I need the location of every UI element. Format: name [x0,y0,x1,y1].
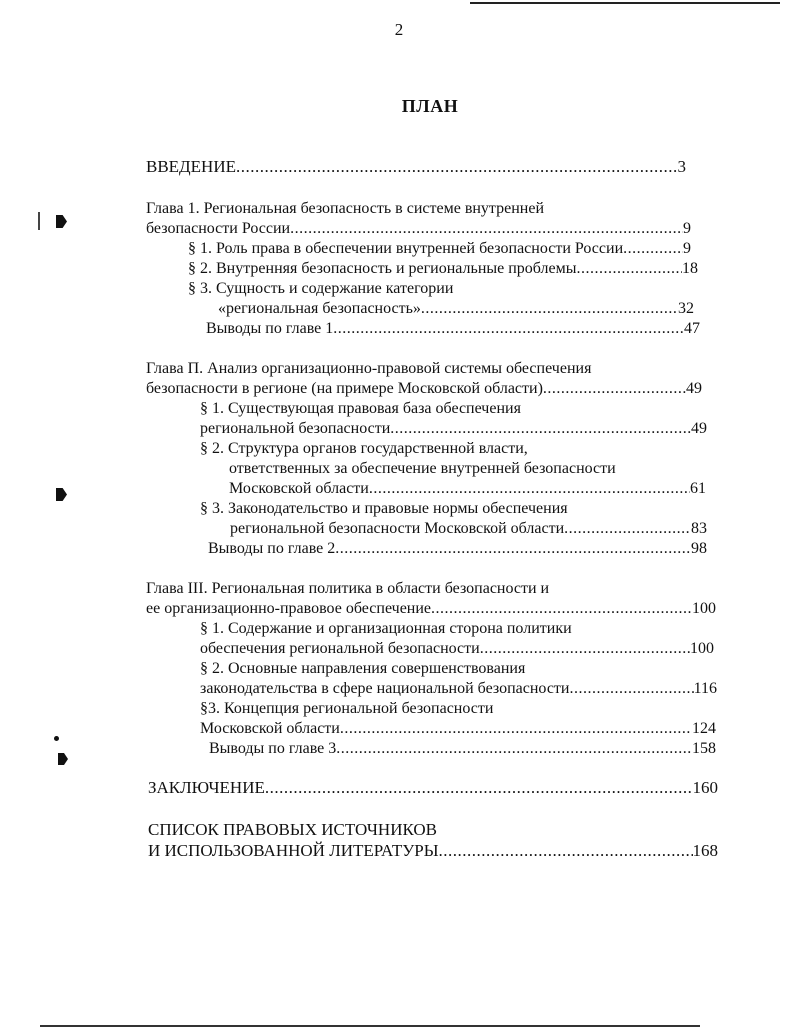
toc-entry-ch3-conclusion[interactable]: Выводы по главе 3 ..... 158 [209,739,716,759]
toc-entry-ch2-s3[interactable]: региональной безопасности Московской области ..... 83 [230,519,707,539]
toc-ch2-s2-line2: ответственных за обеспечение внутренней безопасности [229,460,616,477]
toc-ch3-s1-title: § 1. Содержание и организационная сторона политики [200,620,572,637]
toc-entry-conclusion[interactable]: ЗАКЛЮЧЕНИЕ ..... 160 [148,778,718,798]
toc-ch3-s3-title: §3. Концепция региональной безопасности [200,700,494,717]
toc-entry-ch2-s2[interactable]: Московской области ..... 61 [229,479,706,499]
dot-leader [333,319,684,339]
toc-page-number: 168 [692,841,718,860]
toc-ch1-s3-title: § 3. Сущность и содержание категории [188,280,454,297]
margin-tick [38,212,40,230]
dot-leader [564,519,691,539]
scan-edge-bottom [40,1025,700,1027]
toc-ch2-s2-title: § 2. Структура органов государственной власти, [200,440,528,457]
toc-entry-ch3-s2[interactable]: законодательства в сфере национальной безопасности ..... 116 [200,679,717,699]
toc-entry-sources[interactable]: И ИСПОЛЬЗОВАННОЙ ЛИТЕРАТУРЫ ..... 168 [148,841,718,861]
dot-leader [480,639,690,659]
toc-entry-ch1-conclusion[interactable]: Выводы по главе 1 ..... 47 [206,319,700,339]
dot-leader [340,719,692,739]
toc-chapter-1-title: Глава 1. Региональная безопасность в системе внутренней [146,200,545,217]
toc-sources-title: СПИСОК ПРАВОВЫХ ИСТОЧНИКОВ [148,820,437,839]
toc-entry-ch1-s3[interactable]: «региональная безопасность» ..... 32 [218,299,694,319]
dot-leader [543,379,686,399]
toc-page-number: 98 [691,540,707,557]
binder-hole-mark [58,753,68,765]
dot-leader [290,219,683,239]
toc-page-number: 61 [690,480,706,497]
dot-leader [421,299,678,319]
toc-entry-chapter-3[interactable]: ее организационно-правовое обеспечение ..... 100 [146,599,716,619]
toc-page-number: 3 [677,157,686,176]
dot-leader [236,157,678,177]
toc-page-number: 100 [690,640,714,657]
toc-entry-ch2-conclusion[interactable]: Выводы по главе 2 ..... 98 [208,539,707,559]
dot-leader [369,479,690,499]
dot-leader [439,841,693,861]
toc-entry-ch1-s2[interactable]: § 2. Внутренняя безопасность и региональные проблемы ..... 18 [188,259,698,279]
toc-entry-ch3-s1[interactable]: обеспечения региональной безопасности ..... 100 [200,639,714,659]
toc-entry-text: ВВЕДЕНИЕ [146,157,236,176]
toc-entry-ch1-s1[interactable]: § 1. Роль права в обеспечении внутренней безопасности России ..... 9 [188,239,691,259]
dot-leader [390,419,691,439]
binder-hole-mark [56,215,67,228]
toc-page-number: 83 [691,520,707,537]
dot-leader [336,739,692,759]
toc-page-number: 124 [692,720,716,737]
binder-hole-mark [56,488,67,501]
toc-page-number: 116 [693,680,717,697]
toc-page-number: 49 [686,380,702,397]
toc-ch2-s3-title: § 3. Законодательство и правовые нормы обеспечения [200,500,568,517]
page-number: 2 [394,20,404,39]
toc-entry-ch2-s1[interactable]: региональной безопасности ..... 49 [200,419,707,439]
toc-page-number: 9 [683,220,691,237]
toc-chapter-2-title: Глава П. Анализ организационно-правовой системы обеспечения [146,360,592,377]
toc-ch3-s2-title: § 2. Основные направления совершенствования [200,660,526,677]
toc-entry-intro[interactable] [146,157,686,177]
toc-page-number: 49 [691,420,707,437]
toc-ch2-s1-title: § 1. Существующая правовая база обеспечения [200,400,521,417]
dot-leader [431,599,692,619]
toc-page-number: 18 [682,260,698,277]
toc-chapter-3-title: Глава III. Региональная политика в области безопасности и [146,580,550,597]
toc-entry-ch3-s3[interactable]: Московской области ..... 124 [200,719,716,739]
toc-page-number: 100 [692,600,716,617]
toc-page-number: 9 [683,240,691,257]
scan-edge-top [470,2,780,4]
dot-leader [577,259,683,279]
dot-leader [265,778,693,798]
toc-page-number: 47 [684,320,700,337]
page-title: ПЛАН [401,96,459,116]
toc-page-number: 158 [692,740,716,757]
dot-leader [335,539,691,559]
toc-page-number: 32 [678,300,694,317]
dot-leader [569,679,693,699]
binder-dot-mark [54,736,59,741]
dot-leader [623,239,683,259]
toc-entry-chapter-1[interactable]: безопасности России ..... 9 [146,219,691,239]
toc-page-number: 160 [692,778,718,797]
toc-entry-chapter-2[interactable]: безопасности в регионе (на примере Московской области) ..... 49 [146,379,702,399]
